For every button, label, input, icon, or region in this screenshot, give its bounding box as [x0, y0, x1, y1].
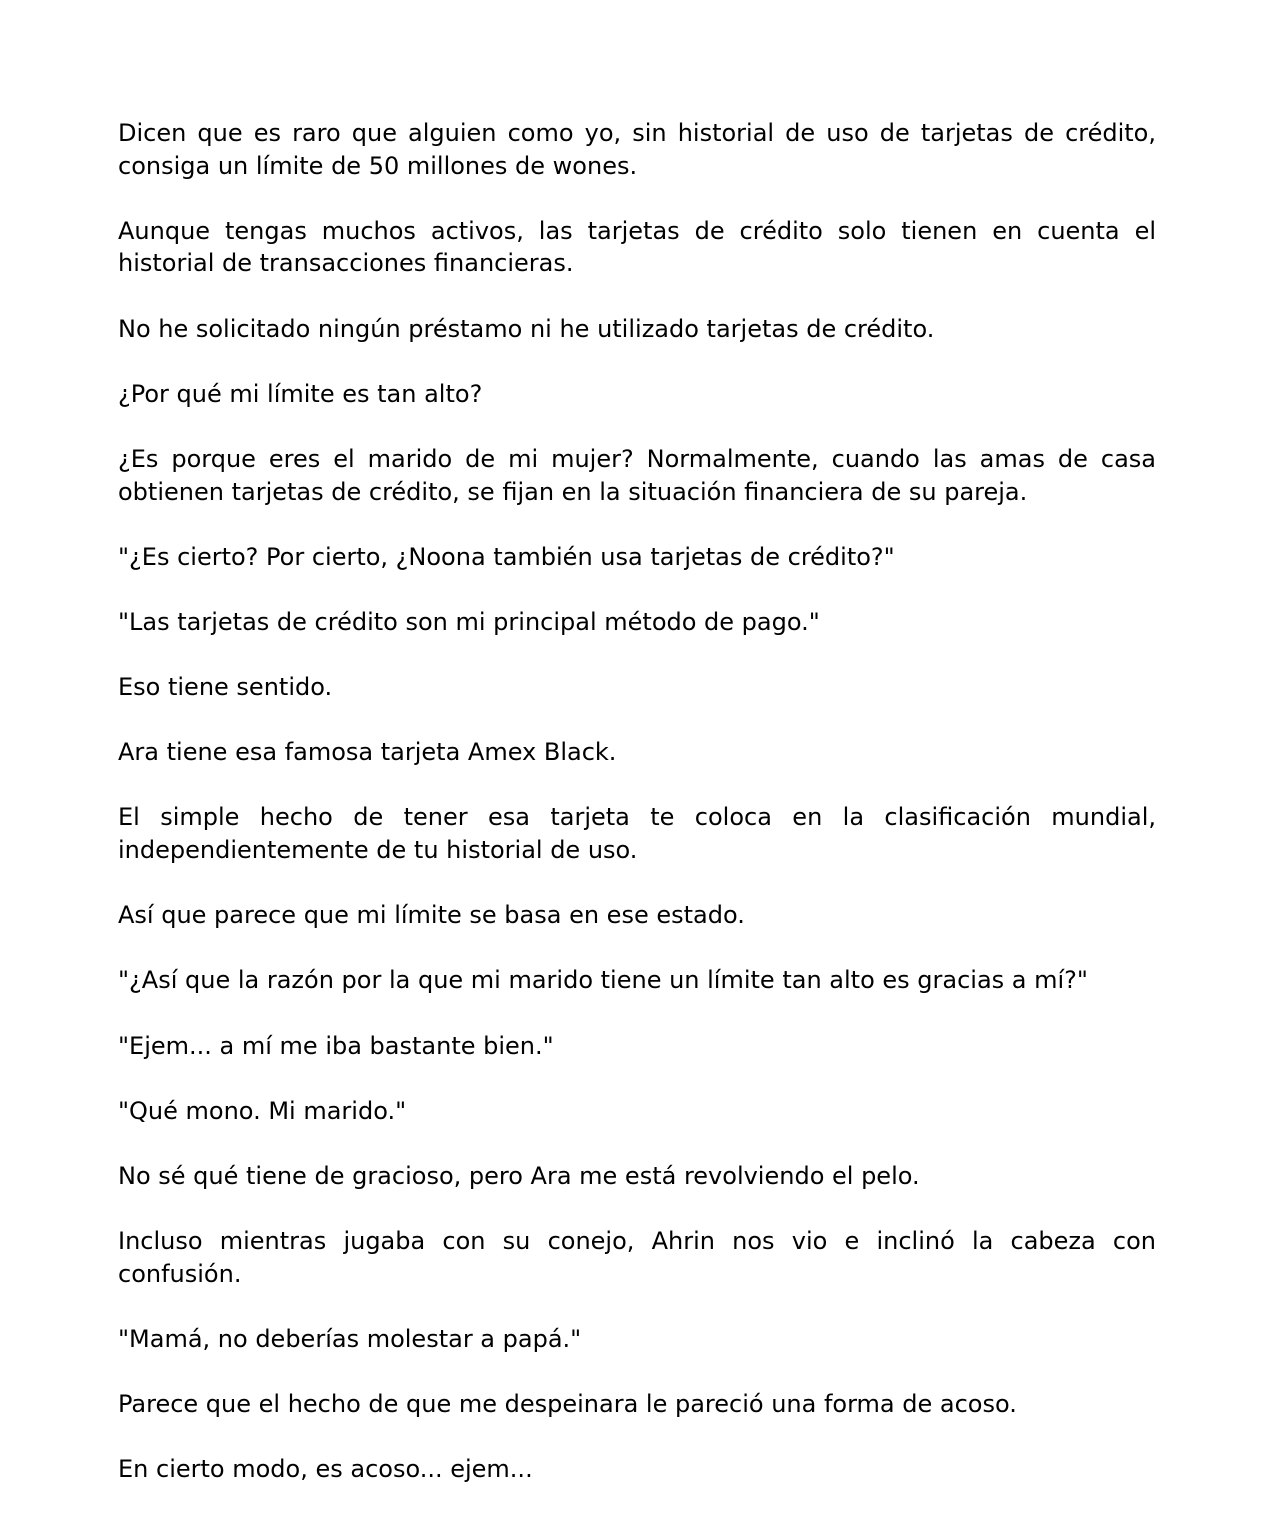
paragraph: "Ejem... a mí me iba bastante bien."	[118, 1031, 554, 1060]
paragraph: "¿Es cierto? Por cierto, ¿Noona también usa tarjetas de crédito?"	[118, 542, 895, 571]
paragraph: "Las tarjetas de crédito son mi principal método de pago."	[118, 607, 820, 636]
paragraph: Parece que el hecho de que me despeinara le pareció una forma de acoso.	[118, 1390, 1017, 1419]
paragraph: Incluso mientras jugaba con su conejo, Ahrin nos vio e inclinó la cabeza con confusión.	[118, 1227, 1156, 1288]
paragraph: "Mamá, no deberías molestar a papá."	[118, 1324, 582, 1353]
paragraph: No he solicitado ningún préstamo ni he utilizado tarjetas de crédito.	[118, 314, 935, 343]
paragraph: Dicen que es raro que alguien como yo, sin historial de uso de tarjetas de crédito, consiga un límite de 50 millones de wones.	[118, 119, 1156, 180]
document-body	[118, 117, 1156, 1486]
paragraph: No sé qué tiene de gracioso, pero Ara me está revolviendo el pelo.	[118, 1162, 920, 1190]
paragraph: Eso tiene sentido.	[118, 673, 333, 702]
paragraph: Aunque tengas muchos activos, las tarjetas de crédito solo tienen en cuenta el historial de transacciones financieras.	[118, 216, 1156, 278]
paragraph: ¿Por qué mi límite es tan alto?	[118, 379, 483, 408]
paragraph: "¿Así que la razón por la que mi marido tiene un límite tan alto es gracias a mí?"	[118, 966, 1088, 995]
paragraph: En cierto modo, es acoso... ejem...	[118, 1455, 533, 1484]
paragraph: Así que parece que mi límite se basa en ese estado.	[118, 901, 745, 930]
paragraph: "Qué mono. Mi marido."	[118, 1096, 407, 1125]
paragraph: Ara tiene esa famosa tarjeta Amex Black.	[118, 738, 617, 767]
paragraph: ¿Es porque eres el marido de mi mujer? Normalmente, cuando las amas de casa obtienen tarjetas de crédito, se fijan en la situación financiera de su pareja.	[118, 444, 1156, 506]
paragraph: El simple hecho de tener esa tarjeta te coloca en la clasificación mundial, independientemente de tu historial de uso.	[118, 803, 1156, 865]
